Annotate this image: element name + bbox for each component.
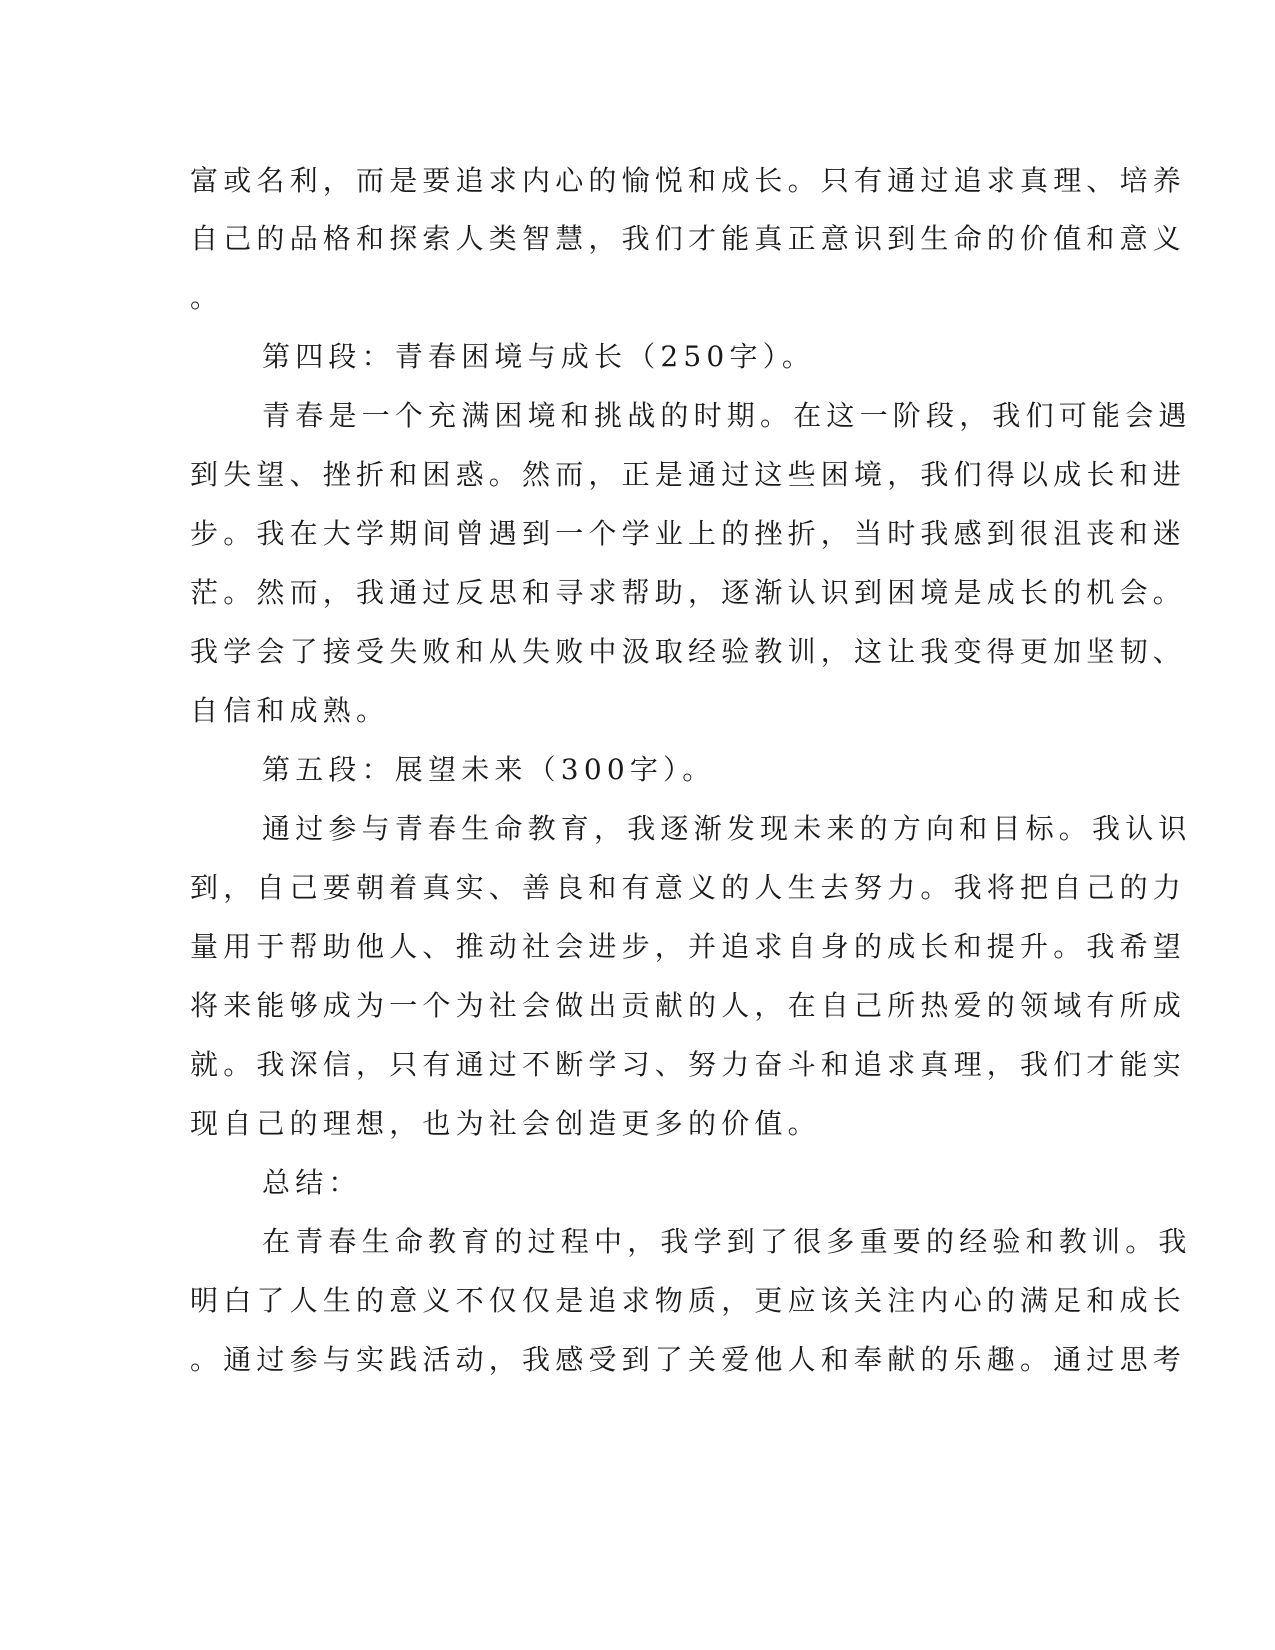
text-line: 富或名利，而是要追求内心的愉悦和成长。只有通过追求真理、培养 <box>190 164 1187 197</box>
text-line: 明白了人生的意义不仅仅是追求物质，更应该关注内心的满足和成长 <box>190 1284 1187 1317</box>
summary-heading: 总结： <box>262 1166 362 1199</box>
text-line: 茫。然而，我通过反思和寻求帮助，逐渐认识到困境是成长的机会。 <box>190 576 1187 609</box>
text-line: 在青春生命教育的过程中，我学到了很多重要的经验和教训。我 <box>262 1225 1192 1258</box>
text-line: 。 <box>190 281 224 314</box>
text-line: 量用于帮助他人、推动社会进步，并追求自身的成长和提升。我希望 <box>190 930 1187 963</box>
text-line: 通过参与青春生命教育，我逐渐发现未来的方向和目标。我认识 <box>262 812 1192 845</box>
text-line: 青春是一个充满困境和挑战的时期。在这一阶段，我们可能会遇 <box>262 399 1192 432</box>
text-line: 我学会了接受失败和从失败中汲取经验教训，这让我变得更加坚韧、 <box>190 635 1187 668</box>
text-line: 。通过参与实践活动，我感受到了关爱他人和奉献的乐趣。通过思考 <box>190 1343 1187 1376</box>
text-line: 到，自己要朝着真实、善良和有意义的人生去努力。我将把自己的力 <box>190 871 1187 904</box>
text-line: 自己的品格和探索人类智慧，我们才能真正意识到生命的价值和意义 <box>190 222 1187 255</box>
section-heading-4: 第四段：青春困境与成长（250字）。 <box>262 340 816 373</box>
section-heading-5: 第五段：展望未来（300字）。 <box>262 753 716 786</box>
text-line: 步。我在大学期间曾遇到一个学业上的挫折，当时我感到很沮丧和迷 <box>190 517 1187 550</box>
text-line: 自信和成熟。 <box>190 694 390 727</box>
text-line: 就。我深信，只有通过不断学习、努力奋斗和追求真理，我们才能实 <box>190 1048 1187 1081</box>
text-line: 到失望、挫折和困惑。然而，正是通过这些困境，我们得以成长和进 <box>190 458 1187 491</box>
text-line: 现自己的理想，也为社会创造更多的价值。 <box>190 1107 821 1140</box>
text-line: 将来能够成为一个为社会做出贡献的人，在自己所热爱的领域有所成 <box>190 989 1187 1022</box>
